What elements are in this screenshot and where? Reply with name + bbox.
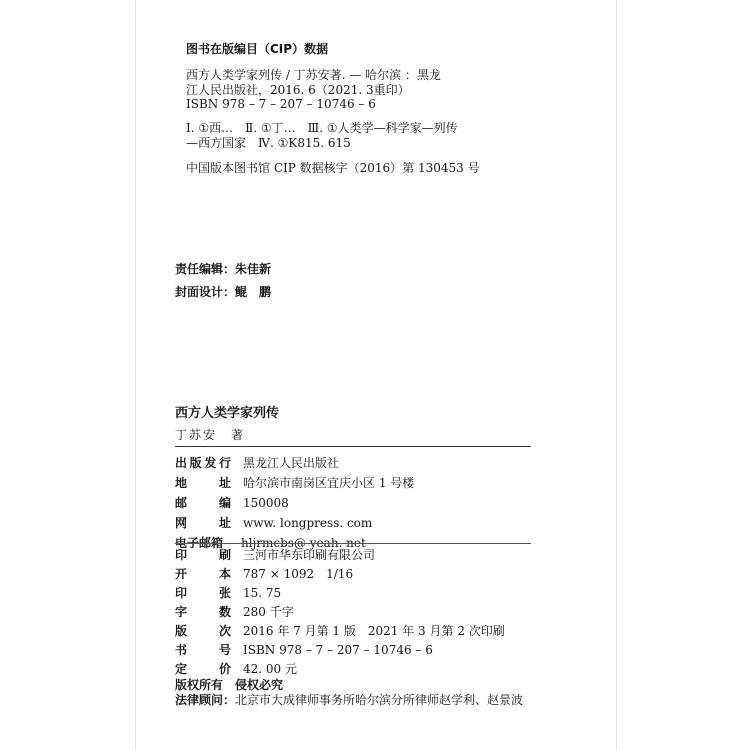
publisher-label-char: 地 xyxy=(175,476,188,490)
publisher-value: 150008 xyxy=(243,496,289,510)
print-label xyxy=(175,567,231,582)
cip-line-4: Ⅰ. ①西… Ⅱ. ①丁… Ⅲ. ①人类学—科学家—列传 xyxy=(186,121,458,135)
print-label-char: 定 xyxy=(175,662,188,676)
print-label-char: 刷 xyxy=(218,548,231,562)
info-divider xyxy=(175,543,531,544)
publisher-label-char: 版 xyxy=(189,456,202,470)
publisher-value: 黑龙江人民出版社 xyxy=(243,456,340,470)
publisher-label-char: 网 xyxy=(175,516,188,530)
print-label xyxy=(175,605,231,620)
publisher-label-char: 行 xyxy=(218,456,231,470)
publisher-value: www. longpress. com xyxy=(243,516,373,530)
editor-credit: 责任编辑：朱佳新 xyxy=(175,262,272,276)
publisher-label-char: 邮 xyxy=(175,496,188,510)
publisher-label-char: 发 xyxy=(204,456,217,470)
cip-line-3: ISBN 978 – 7 – 207 – 10746 – 6 xyxy=(186,97,376,111)
publisher-label xyxy=(175,496,231,511)
publisher-label-char: 址 xyxy=(218,516,231,530)
book-title: 西方人类学家列传 xyxy=(175,406,280,421)
title-divider xyxy=(175,446,531,447)
print-label-char: 张 xyxy=(218,586,231,600)
publisher-label-char: 出 xyxy=(175,456,188,470)
publisher-label-char: 编 xyxy=(218,496,231,510)
publisher-label-char: 电子邮箱 xyxy=(175,536,224,550)
print-value: 787 × 1092 1/16 xyxy=(243,567,354,581)
print-label-char: 次 xyxy=(218,624,231,638)
publisher-label xyxy=(175,456,231,471)
legal-value: 北京市大成律师事务所哈尔滨分所律师赵学利、赵景波 xyxy=(235,693,524,707)
rights-row xyxy=(175,678,283,693)
print-label-char: 书 xyxy=(175,643,188,657)
legal-row xyxy=(175,693,523,708)
print-label-char: 本 xyxy=(218,567,231,581)
print-value: ISBN 978 – 7 – 207 – 10746 – 6 xyxy=(243,643,433,657)
print-label-char: 开 xyxy=(175,567,188,581)
rights-text: 版权所有 侵权必究 xyxy=(175,678,284,692)
print-label-char: 价 xyxy=(218,662,231,676)
cip-line-5: —西方国家 Ⅳ. ①K815. 615 xyxy=(186,136,351,150)
print-label-char: 字 xyxy=(175,605,188,619)
print-value: 三河市华东印刷有限公司 xyxy=(243,548,376,562)
print-label-char: 数 xyxy=(218,605,231,619)
print-label xyxy=(175,624,231,639)
print-label xyxy=(175,662,231,677)
legal-label: 法律顾问： xyxy=(175,693,236,707)
cip-line-6: 中国版本图书馆 CIP 数据核字（2016）第 130453 号 xyxy=(186,161,480,175)
print-label xyxy=(175,548,231,563)
cip-line-2: 江人民出版社，2016. 6（2021. 3重印） xyxy=(186,83,410,97)
publisher-label xyxy=(175,516,231,531)
book-author: 丁苏安 著 xyxy=(175,428,246,442)
print-label-char: 印 xyxy=(175,586,188,600)
print-label-char: 号 xyxy=(218,643,231,657)
cip-line-1: 西方人类学家列传 / 丁苏安著. — 哈尔滨 ：黑龙 xyxy=(186,68,441,82)
cip-heading: 图书在版编目（CIP）数据 xyxy=(186,42,329,56)
print-value: 42. 00 元 xyxy=(243,662,297,676)
publisher-value: 哈尔滨市南岗区宜庆小区 1 号楼 xyxy=(243,476,415,490)
print-label-char: 印 xyxy=(175,548,188,562)
print-value: 2016 年 7 月第 1 版 2021 年 3 月第 2 次印刷 xyxy=(243,624,505,638)
print-label-char: 版 xyxy=(175,624,188,638)
print-label xyxy=(175,586,231,601)
print-value: 15. 75 xyxy=(243,586,282,600)
print-label xyxy=(175,643,231,658)
publisher-label xyxy=(175,476,231,491)
print-value: 280 千字 xyxy=(243,605,294,619)
publisher-label-char: 址 xyxy=(218,476,231,490)
publisher-value: hljrmcbs@ yeah. net xyxy=(241,536,366,550)
cover-design-credit: 封面设计：鲲 鹏 xyxy=(175,285,272,299)
